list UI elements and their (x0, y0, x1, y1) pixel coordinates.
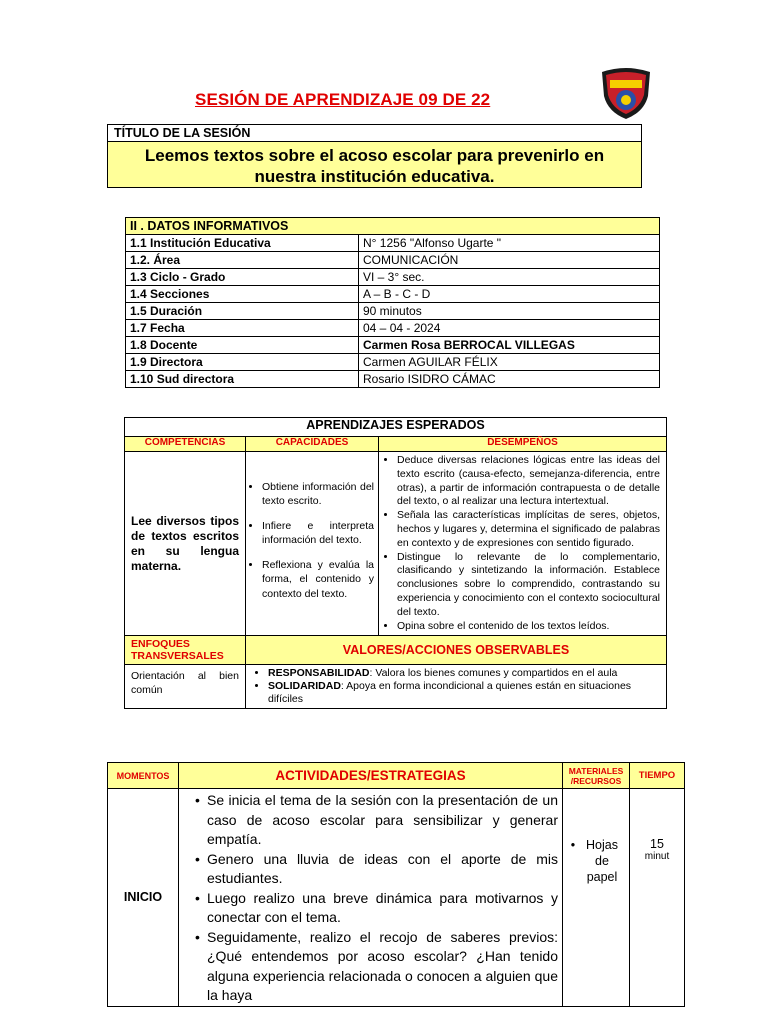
session-title-box (107, 124, 642, 188)
list-item: • Reflexiona y evalúa la forma, el contenido y contexto del texto. (262, 558, 374, 602)
column-header-competencias: COMPETENCIAS (125, 437, 246, 452)
valor-text: : Valora los bienes comunes y compartidos en el aula (369, 667, 618, 680)
datos-value: VI – 3° sec. (359, 269, 660, 286)
column-header-materiales: MATERIALES /RECURSOS (563, 763, 630, 789)
datos-value: Carmen AGUILAR FÉLIX (359, 354, 660, 371)
page-title: SESIÓN DE APRENDIZAJE 09 DE 22 (195, 90, 491, 109)
table-row (126, 354, 660, 371)
table-row (126, 337, 660, 354)
tiempo-number: 15 (650, 837, 664, 851)
datos-key: 1.2. Área (126, 252, 359, 269)
table-row (126, 303, 660, 320)
table-row (126, 252, 660, 269)
session-title-text: Leemos textos sobre el acoso escolar para prevenirlo en nuestra institución educativa. (108, 142, 641, 187)
valores-label: VALORES/ACCIONES OBSERVABLES (246, 636, 667, 665)
list-item (268, 680, 660, 706)
list-item: • Seguidamente, realizo el recojo de saberes previos: ¿Qué entendemos por acoso escolar? ¿Han tenido alguna experiencia relacionada o conocen a alguien que la haya (197, 928, 558, 1006)
competencia-text: Lee diversos tipos de textos escritos en su lengua materna. (125, 452, 246, 636)
datos-value: A – B - C - D (359, 286, 660, 303)
datos-key: 1.1 Institución Educativa (126, 235, 359, 252)
aprendizajes-table (124, 417, 667, 709)
valor-name: SOLIDARIDAD (268, 680, 341, 693)
datos-key: 1.4 Secciones (126, 286, 359, 303)
table-row (126, 320, 660, 337)
list-item: • Obtiene información del texto escrito. (262, 480, 374, 509)
column-header-momentos: MOMENTOS (108, 763, 179, 789)
datos-value: 90 minutos (359, 303, 660, 320)
datos-key: 1.7 Fecha (126, 320, 359, 337)
datos-key: 1.5 Duración (126, 303, 359, 320)
actividades-table (107, 762, 685, 1007)
column-header-tiempo: TIEMPO (630, 763, 685, 789)
valores-list (246, 665, 667, 709)
list-item: • Luego realizo una breve dinámica para motivarnos y conectar con el tema. (197, 889, 558, 928)
list-item (268, 667, 660, 680)
valor-name: RESPONSABILIDAD (268, 667, 370, 680)
momento-inicio: INICIO (108, 789, 179, 1007)
datos-informativos-table (125, 217, 660, 388)
datos-value: Rosario ISIDRO CÁMAC (359, 371, 660, 388)
valor-text: : Apoya en forma incondicional a quienes están en situaciones difíciles (268, 680, 632, 706)
aprendizajes-title: APRENDIZAJES ESPERADOS (125, 418, 667, 437)
column-header-capacidades: CAPACIDADES (246, 437, 379, 452)
column-header-desempenos: DESEMPEÑOS (379, 437, 667, 452)
desempenos-list (379, 452, 667, 636)
materiales-cell (563, 789, 630, 1007)
datos-key: 1.3 Ciclo - Grado (126, 269, 359, 286)
list-item: • Distingue lo relevante de lo complementario, clasificando y sintetizando la información. Establece conclusiones sobre lo comprendido, contrastando su experiencia y conocimiento con el contexto sociocultural del texto. (397, 551, 660, 620)
datos-value: N° 1256 "Alfonso Ugarte " (359, 235, 660, 252)
enfoque-text: Orientación al bien común (125, 665, 246, 709)
list-item: • Genero una lluvia de ideas con el aporte de mis estudiantes. (197, 850, 558, 889)
datos-value: Carmen Rosa BERROCAL VILLEGAS (359, 337, 660, 354)
enfoques-label: ENFOQUES TRANSVERSALES (125, 636, 246, 665)
table-row (126, 235, 660, 252)
capacidades-list (246, 452, 379, 636)
estrategias-list (179, 789, 563, 1007)
column-header-actividades: ACTIVIDADES/ESTRATEGIAS (179, 763, 563, 789)
datos-value: 04 – 04 - 2024 (359, 320, 660, 337)
datos-value: COMUNICACIÓN (359, 252, 660, 269)
datos-header: II . DATOS INFORMATIVOS (126, 218, 660, 235)
bullet-icon: • (570, 838, 576, 852)
datos-key: 1.8 Docente (126, 337, 359, 354)
list-item: • Señala las características implícitas de seres, objetos, hechos y lugares y, determina el significado de palabras en contexto y de expresiones con sentido figurado. (397, 509, 660, 550)
tiempo-unit: minut (644, 851, 670, 862)
tiempo-cell (630, 789, 685, 1007)
material-text: Hojas de papel (586, 838, 618, 884)
list-item: • Deduce diversas relaciones lógicas entre las ideas del texto escrito (causa-efecto, semejanza-diferencia, entre otras), a partir de información contrapuesta o de detalle del texto, o al realizar una lectura intertextual. (397, 454, 660, 509)
datos-key: 1.9 Directora (126, 354, 359, 371)
session-title-label: TÍTULO DE LA SESIÓN (108, 125, 641, 142)
datos-key: 1.10 Sud directora (126, 371, 359, 388)
list-item: • Infiere e interpreta información del texto. (262, 519, 374, 548)
table-row (126, 371, 660, 388)
school-crest-logo (598, 66, 654, 120)
table-row (126, 269, 660, 286)
list-item: • Se inicia el tema de la sesión con la presentación de un caso de acoso escolar para sensibilizar y generar empatía. (197, 791, 558, 850)
list-item: • Opina sobre el contenido de los textos leídos. (397, 620, 660, 634)
table-row (126, 286, 660, 303)
